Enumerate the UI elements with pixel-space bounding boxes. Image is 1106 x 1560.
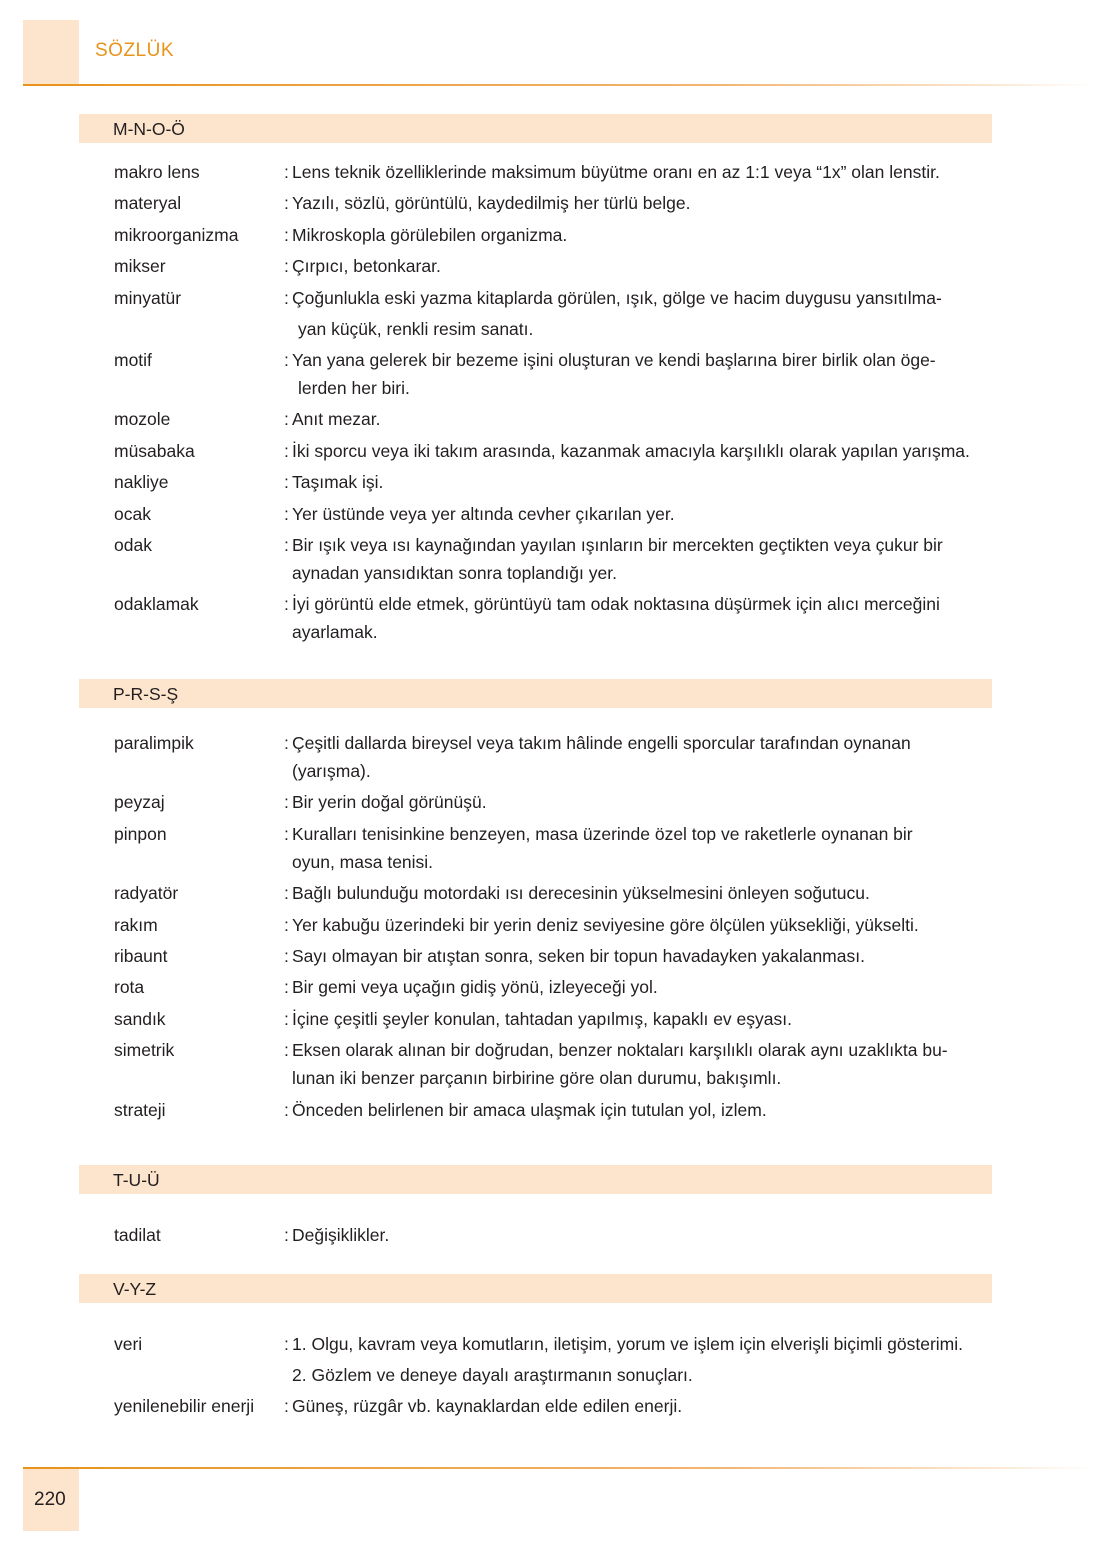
entry-term: odaklamak xyxy=(114,594,199,615)
glossary-entry xyxy=(114,221,992,249)
section-label: M-N-O-Ö xyxy=(113,119,185,139)
entry-definition: : Çırpıcı, betonkarar. xyxy=(284,256,441,277)
glossary-entry xyxy=(114,468,992,496)
section-header-v-y-z xyxy=(79,1274,992,1303)
glossary-entry xyxy=(114,1096,992,1124)
glossary-entry xyxy=(114,405,992,433)
entry-term: rakım xyxy=(114,914,158,935)
entry-definition: : İçine çeşitli şeyler konulan, tahtadan yapılmış, kapaklı ev eşyası. xyxy=(284,1008,792,1029)
glossary-entry xyxy=(114,1392,992,1420)
entry-term: motif xyxy=(114,349,152,370)
entry-definition: : Bağlı bulunduğu motordaki ısı derecesinin yükselmesini önleyen soğutucu. xyxy=(284,883,870,904)
glossary-entry xyxy=(114,437,992,465)
glossary-entry xyxy=(114,788,992,816)
entry-term: mikser xyxy=(114,256,166,277)
entry-definition: : Yazılı, sözlü, görüntülü, kaydedilmiş her türlü belge. xyxy=(284,193,691,214)
entry-definition: : 1. Olgu, kavram veya komutların, iletişim, yorum ve işlem için elverişli biçimli gösterimi. 2. Gözlem ve deneye dayalı araştırmanın sonuçları. xyxy=(284,1334,964,1385)
page-title: SÖZLÜK xyxy=(95,40,175,61)
page-number: 220 xyxy=(34,1489,66,1510)
entry-list-v-y-z xyxy=(114,1330,992,1424)
footer-divider xyxy=(23,1467,1093,1469)
glossary-entry xyxy=(114,879,992,907)
entry-term: ribaunt xyxy=(114,945,168,966)
entry-term: mikroorganizma xyxy=(114,224,239,245)
entry-definition: : Bir yerin doğal görünüşü. xyxy=(284,792,487,813)
entry-definition: : Anıt mezar. xyxy=(284,409,381,430)
entry-definition: : Yer üstünde veya yer altında cevher çıkarılan yer. xyxy=(284,503,675,524)
glossary-entry xyxy=(114,942,992,970)
entry-definition: : İki sporcu veya iki takım arasında, kazanmak amacıyla karşılıklı olarak yapılan yarışma. xyxy=(284,440,970,461)
entry-definition: : Çoğunlukla eski yazma kitaplarda görülen, ışık, gölge ve hacim duygusu yansıtılma- yan küçük, renkli resim sanatı. xyxy=(284,287,942,339)
entry-term: ocak xyxy=(114,503,151,524)
glossary-entry xyxy=(114,820,992,876)
glossary-entry xyxy=(114,158,992,186)
entry-term: yenilenebilir enerji xyxy=(114,1396,255,1417)
entry-definition: : Lens teknik özelliklerinde maksimum büyütme oranı en az 1:1 veya “1x” olan lenstir. xyxy=(284,162,940,182)
section-label: V-Y-Z xyxy=(113,1279,157,1299)
entry-list-m-n-o-o xyxy=(114,158,992,650)
entry-term: nakliye xyxy=(114,472,169,493)
glossary-entry xyxy=(114,1330,992,1389)
entry-term: rota xyxy=(114,977,145,998)
entry-list-p-r-s-s xyxy=(114,729,992,1127)
entry-definition: : Yer kabuğu üzerindeki bir yerin deniz seviyesine göre ölçülen yüksekliği, yükselti. xyxy=(284,914,919,935)
section-header-p-r-s-s xyxy=(79,679,992,708)
entry-term: paralimpik xyxy=(114,733,194,753)
entry-definition: : Yan yana gelerek bir bezeme işini oluşturan ve kendi başlarına birer birlik olan öge- lerden her biri. xyxy=(284,349,936,398)
glossary-entry xyxy=(114,531,992,587)
entry-term: materyal xyxy=(114,193,182,214)
entry-term: sandık xyxy=(114,1008,166,1029)
glossary-entry xyxy=(114,1036,992,1092)
glossary-entry xyxy=(114,189,992,217)
glossary-entry xyxy=(114,590,992,646)
entry-term: veri xyxy=(114,1334,143,1354)
glossary-entry xyxy=(114,284,992,343)
entry-term: radyatör xyxy=(114,883,179,904)
entry-definition: : Güneş, rüzgâr vb. kaynaklardan elde edilen enerji. xyxy=(284,1396,683,1417)
section-header-m-n-o-o xyxy=(79,114,992,143)
entry-term: makro lens xyxy=(114,162,200,182)
entry-definition: : Kuralları tenisinkine benzeyen, masa üzerinde özel top ve raketlerle oynanan bir oyun, masa tenisi. xyxy=(284,823,913,872)
entry-term: strateji xyxy=(114,1099,166,1120)
entry-list-t-u-u xyxy=(114,1221,992,1252)
entry-definition: : Mikroskopla görülebilen organizma. xyxy=(284,224,568,245)
entry-definition: : Bir gemi veya uçağın gidiş yönü, izleyeceği yol. xyxy=(284,977,658,998)
entry-definition: : Önceden belirlenen bir amaca ulaşmak için tutulan yol, izlem. xyxy=(284,1099,767,1120)
entry-definition: : Değişiklikler. xyxy=(284,1225,390,1245)
section-label: P-R-S-Ş xyxy=(113,684,179,704)
entry-term: mozole xyxy=(114,409,171,430)
glossary-entry xyxy=(114,911,992,939)
glossary-entry xyxy=(114,973,992,1001)
entry-definition: : Eksen olarak alınan bir doğrudan, benzer noktaları karşılıklı olarak aynı uzaklıkta bu- lunan iki benzer parçanın birbirine göre olan durumu, bakışımlı. xyxy=(284,1040,948,1089)
glossary-entry xyxy=(114,500,992,528)
entry-term: peyzaj xyxy=(114,792,165,813)
header-divider xyxy=(23,84,1093,86)
entry-term: minyatür xyxy=(114,287,182,308)
glossary-entry xyxy=(114,1005,992,1033)
entry-definition: : İyi görüntü elde etmek, görüntüyü tam odak noktasına düşürmek için alıcı merceğini ayarlamak. xyxy=(284,594,940,643)
entry-definition: : Taşımak işi. xyxy=(284,472,384,493)
entry-term: pinpon xyxy=(114,823,167,844)
entry-definition: : Sayı olmayan bir atıştan sonra, seken bir topun havadayken yakalanması. xyxy=(284,945,865,966)
entry-term: müsabaka xyxy=(114,440,195,461)
glossary-entry xyxy=(114,252,992,280)
glossary-entry xyxy=(114,346,992,402)
glossary-entry xyxy=(114,729,992,785)
glossary-entry xyxy=(114,1221,992,1249)
section-label: T-U-Ü xyxy=(113,1170,160,1190)
entry-definition: : Bir ışık veya ısı kaynağından yayılan ışınların bir mercekten geçtikten veya çukur bir aynadan yansıdıktan sonra toplandığı yer. xyxy=(284,534,943,583)
entry-term: simetrik xyxy=(114,1040,175,1061)
section-header-t-u-u xyxy=(79,1165,992,1194)
header-accent-block xyxy=(23,20,79,84)
entry-term: odak xyxy=(114,534,152,555)
entry-term: tadilat xyxy=(114,1225,161,1245)
entry-definition: : Çeşitli dallarda bireysel veya takım hâlinde engelli sporcular tarafından oynanan (yarışma). xyxy=(284,733,911,781)
